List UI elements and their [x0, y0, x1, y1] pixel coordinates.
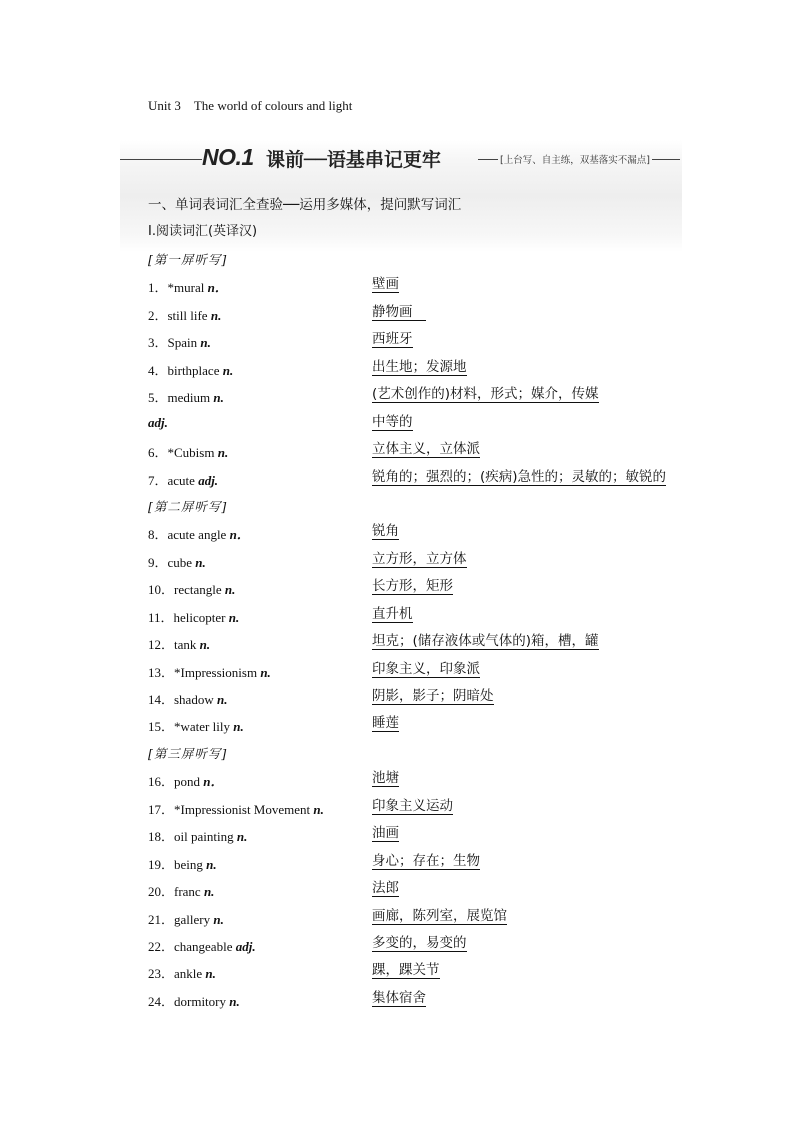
vocab-meaning: 立体主义，立体派	[372, 441, 480, 458]
part-of-speech: n．	[207, 280, 228, 296]
vocab-meaning: 锐角	[372, 523, 399, 540]
vocab-word: 21．gallery	[148, 911, 214, 927]
vocab-term	[148, 826, 247, 845]
banner-divider-right	[652, 159, 680, 160]
vocab-term	[148, 415, 168, 431]
vocab-word: 4．birthplace	[148, 362, 223, 378]
vocab-term	[148, 360, 233, 379]
vocab-meaning: 集体宿舍	[372, 989, 426, 1006]
banner-title: 课前──语基串记更牢	[266, 149, 441, 171]
vocab-row	[148, 518, 748, 545]
vocab-word: 5．medium	[148, 390, 214, 406]
vocab-word: 9．cube	[148, 554, 196, 570]
vocab-row	[148, 381, 748, 408]
vocab-meaning: 出生地；发源地	[372, 358, 467, 375]
vocab-meaning: 壁画	[372, 276, 399, 293]
vocab-row	[148, 683, 748, 710]
vocab-term	[148, 579, 235, 598]
vocab-row	[148, 409, 748, 436]
part-of-speech: n.	[205, 966, 216, 982]
vocab-term	[148, 470, 218, 489]
part-of-speech: n.	[203, 884, 215, 900]
vocab-term	[148, 442, 228, 461]
group-label	[148, 244, 748, 271]
part-of-speech: n.	[199, 637, 211, 653]
vocab-row	[148, 436, 748, 463]
vocab-term	[148, 689, 227, 708]
vocab-meaning: 画廊，陈列室，展览馆	[372, 907, 507, 924]
vocab-meaning: 身心；存在；生物	[372, 852, 480, 869]
vocab-row	[148, 546, 748, 573]
banner-number: NO.1	[202, 144, 254, 170]
vocab-meaning: 法郎	[372, 880, 399, 897]
vocab-meaning: 直升机	[372, 605, 413, 622]
part-of-speech: n.	[217, 445, 229, 461]
vocab-word: 12．tank	[148, 637, 200, 653]
vocabulary-list	[148, 244, 748, 1012]
vocab-term	[148, 909, 224, 928]
vocab-row	[148, 601, 748, 628]
vocab-row	[148, 354, 748, 381]
vocab-meaning: 印象主义，印象派	[372, 660, 480, 677]
vocab-term	[148, 799, 324, 818]
part-of-speech: n.	[206, 856, 217, 872]
vocab-meaning: 池塘	[372, 770, 399, 787]
vocab-row	[148, 656, 748, 683]
group-label-text: [第三屏听写]	[148, 745, 228, 761]
vocab-row	[148, 930, 748, 957]
group-label	[148, 491, 748, 518]
vocab-row	[148, 985, 748, 1012]
part-of-speech: adj.	[235, 938, 256, 954]
vocab-meaning: 多变的，易变的	[372, 934, 467, 951]
vocab-term	[148, 524, 250, 543]
vocab-term	[148, 854, 217, 873]
vocab-meaning: (艺术创作的)材料，形式；媒介，传媒	[372, 386, 599, 403]
vocab-row	[148, 464, 748, 491]
vocab-word: 6．*Cubism	[148, 445, 218, 461]
vocab-row	[148, 271, 748, 298]
vocab-word: 22．changeable	[148, 938, 236, 954]
vocab-meaning: 锐角的；强烈的；(疾病)急性的；灵敏的；敏锐的	[372, 468, 667, 485]
vocab-word: 11．helicopter	[148, 609, 229, 625]
vocab-row	[148, 299, 748, 326]
vocab-term	[148, 305, 221, 324]
part-of-speech: n.	[195, 554, 206, 570]
banner-divider-left	[120, 159, 202, 160]
banner-note: [上台写、自主练，双基落实不漏点]	[500, 155, 650, 166]
vocab-term	[148, 277, 228, 296]
vocab-word: 20．franc	[148, 884, 204, 900]
vocab-term	[148, 963, 216, 982]
vocab-term	[148, 634, 210, 653]
part-of-speech: n．	[203, 774, 224, 790]
vocab-word: 15．*water lily	[148, 719, 234, 735]
vocab-word: 8．acute angle	[148, 527, 230, 543]
vocab-term	[148, 552, 206, 571]
part-of-speech: n.	[222, 362, 234, 378]
part-of-speech: n.	[210, 307, 222, 323]
part-of-speech: n.	[313, 801, 324, 817]
vocab-meaning: 长方形，矩形	[372, 578, 453, 595]
vocab-row	[148, 326, 748, 353]
vocab-row	[148, 573, 748, 600]
vocab-word: 13．*Impressionism	[148, 664, 261, 680]
vocab-row	[148, 903, 748, 930]
part-of-speech: n.	[236, 829, 248, 845]
vocab-word: 23．ankle	[148, 966, 206, 982]
vocab-meaning: 坦克；(储存液体或气体的)箱，槽，罐	[372, 633, 599, 650]
vocab-meaning: 印象主义运动	[372, 797, 453, 814]
vocab-word: 3．Spain	[148, 335, 201, 351]
vocab-meaning: 静物画	[372, 303, 426, 320]
vocab-meaning: 立方形，立方体	[372, 550, 467, 567]
part-of-speech: n.	[260, 664, 271, 680]
group-label-text: [第二屏听写]	[148, 498, 228, 514]
vocab-term	[148, 716, 244, 735]
section-heading: 一、单词表词汇全查验──运用多媒体，提问默写词汇	[148, 197, 462, 213]
part-of-speech: n.	[213, 390, 224, 406]
part-of-speech: n.	[224, 582, 236, 598]
vocab-word: 10．rectangle	[148, 582, 225, 598]
vocab-word: 18．oil painting	[148, 829, 237, 845]
part-of-speech: n.	[233, 719, 244, 735]
vocab-word: 17．*Impressionist Movement	[148, 801, 314, 817]
vocab-row	[148, 628, 748, 655]
vocab-word: 7．acute	[148, 472, 199, 488]
vocab-row	[148, 710, 748, 737]
subheading: Ⅰ.阅读词汇(英译汉)	[148, 224, 258, 239]
vocab-term	[148, 991, 240, 1010]
vocab-word: 24．dormitory	[148, 993, 230, 1009]
vocab-row	[148, 765, 748, 792]
group-label-text: [第一屏听写]	[148, 252, 228, 267]
vocab-meaning: 踝，踝关节	[372, 962, 440, 979]
part-of-speech: n.	[229, 993, 240, 1009]
group-label	[148, 738, 748, 765]
vocab-row	[148, 820, 748, 847]
vocab-word: 1．*mural	[148, 280, 208, 296]
vocab-row	[148, 793, 748, 820]
vocab-term	[148, 387, 224, 406]
vocab-term	[148, 607, 239, 626]
vocab-meaning: 中等的	[372, 413, 413, 430]
vocab-row	[148, 848, 748, 875]
unit-title: Unit 3 The world of colours and light	[148, 98, 353, 113]
vocab-term	[148, 771, 224, 790]
vocab-term	[148, 332, 211, 351]
vocab-meaning: 西班牙	[372, 331, 413, 348]
vocab-term	[148, 662, 271, 681]
vocab-row	[148, 957, 748, 984]
part-of-speech: n.	[213, 911, 224, 927]
vocab-term	[148, 936, 256, 955]
vocab-meaning: 睡莲	[372, 715, 399, 732]
vocab-row	[148, 875, 748, 902]
vocab-term	[148, 881, 214, 900]
vocab-meaning: 油画	[372, 825, 399, 842]
banner-divider-mid	[478, 159, 498, 160]
part-of-speech: n.	[228, 609, 240, 625]
part-of-speech: adj.	[148, 414, 168, 430]
vocab-word: 14．shadow	[148, 692, 217, 707]
part-of-speech: n．	[229, 527, 250, 543]
vocab-word: 2．still life	[148, 307, 211, 323]
part-of-speech: n.	[200, 335, 211, 351]
part-of-speech: adj.	[198, 472, 219, 488]
part-of-speech: n.	[216, 692, 228, 707]
vocab-word: 19．being	[148, 856, 207, 872]
vocab-meaning: 阴影，影子；阴暗处	[372, 688, 494, 704]
vocab-word: 16．pond	[148, 774, 204, 790]
